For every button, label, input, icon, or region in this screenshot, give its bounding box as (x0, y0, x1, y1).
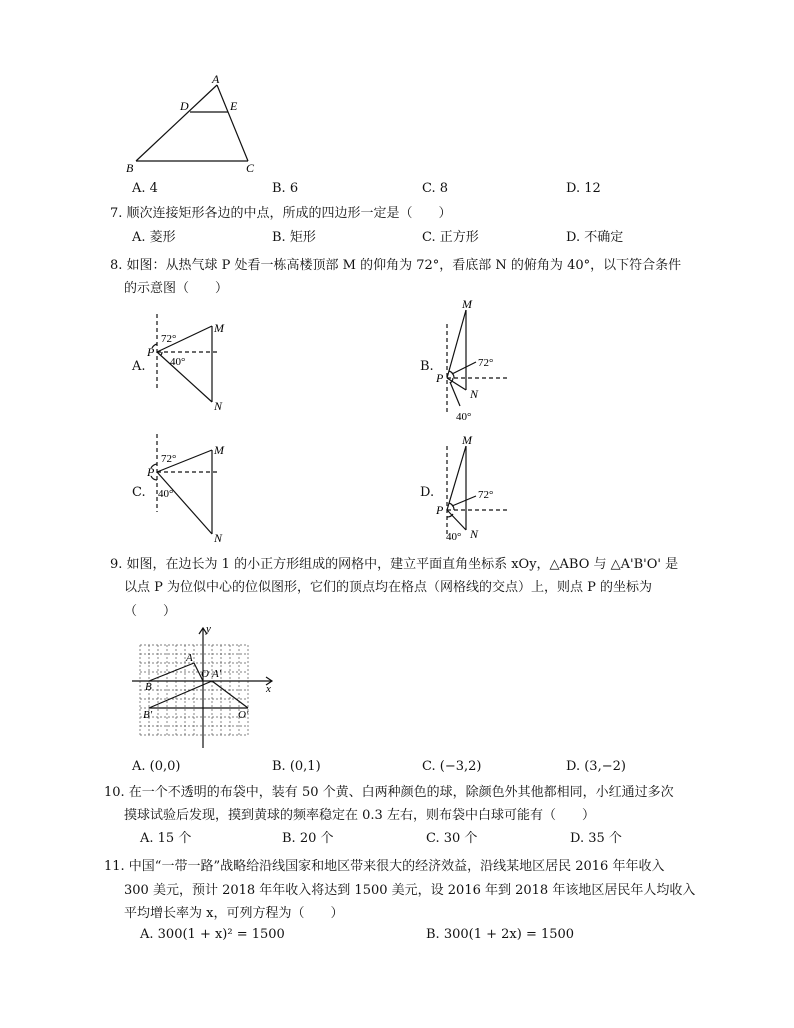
q10-option-a: A. 15 个 (140, 831, 192, 846)
svg-text:A: A (186, 652, 193, 664)
q6-label-b: B (126, 161, 134, 175)
q8-option-c-letter: C. (132, 485, 146, 500)
svg-text:N: N (470, 527, 479, 541)
svg-text:72°: 72° (161, 333, 177, 345)
q9-stem-line2: 以点 P 为位似中心的位似图形，它们的顶点均在格点（网格线的交点）上，则点 P 的坐标为 (124, 580, 653, 595)
q8-option-b-letter: B. (420, 359, 434, 374)
svg-text:40°: 40° (446, 531, 462, 543)
q8-figure-c (140, 432, 240, 544)
q9-stem-line3: （ ） (124, 604, 177, 619)
q11-stem-line2: 300 美元，预计 2018 年年收入将达到 1500 美元，设 2016 年到 2018 年该地区居民年人均收入 (124, 883, 696, 898)
q11-stem-line1: 11. 中国“一带一路”战略给沿线国家和地区带来很大的经济效益，沿线某地区居民 2016 年年收入 (104, 859, 665, 874)
svg-text:40°: 40° (158, 488, 174, 500)
svg-text:72°: 72° (161, 453, 177, 465)
svg-text:M: M (462, 297, 472, 311)
svg-text:40°: 40° (170, 356, 186, 368)
svg-text:B: B (145, 681, 152, 693)
q6-side-ac (217, 85, 248, 161)
q10-stem-line1: 10. 在一个不透明的布袋中，装有 50 个黄、白两种颜色的球，除颜色外其他都相同，小红通过多次 (104, 785, 674, 800)
svg-text:x: x (266, 683, 271, 695)
q7-stem: 7. 顺次连接矩形各边的中点，所成的四边形一定是（ ） (110, 206, 452, 221)
q8-option-d-letter: D. (420, 485, 435, 500)
q6-option-d: D. 12 (566, 181, 601, 196)
q6-option-c: C. 8 (422, 181, 449, 196)
q6-label-e: E (230, 99, 238, 113)
q9-option-a: A. (0,0) (132, 759, 181, 774)
q8-figure-a (140, 312, 240, 414)
svg-text:O: O (201, 668, 209, 680)
q7-option-a: A. 菱形 (132, 230, 176, 245)
svg-text:y: y (206, 623, 211, 635)
q11-stem-line3: 平均增长率为 x，可列方程为（ ） (124, 906, 344, 921)
q6-figure (120, 72, 270, 178)
q9-grid-figure (130, 620, 280, 750)
q9-option-c: C. (−3,2) (422, 759, 482, 774)
q8-figure-d (430, 432, 520, 544)
q6-label-a: A (212, 72, 220, 86)
q6-option-a: A. 4 (132, 181, 158, 196)
svg-text:P: P (147, 465, 155, 479)
svg-text:A': A' (212, 668, 222, 680)
svg-text:40°: 40° (456, 411, 472, 423)
q7-option-b: B. 矩形 (272, 230, 316, 245)
q7-option-d: D. 不确定 (566, 230, 624, 245)
svg-text:P: P (147, 345, 155, 359)
svg-text:B': B' (143, 709, 153, 721)
svg-text:P: P (436, 371, 444, 385)
q8-stem-line1: 8. 如图：从热气球 P 处看一栋高楼顶部 M 的仰角为 72°，看底部 N 的俯角为 40°，以下符合条件 (110, 258, 682, 273)
q6-side-ab (136, 85, 217, 161)
q8-stem-line2: 的示意图（ ） (124, 281, 229, 296)
q11-option-b: B. 300(1 + 2x) = 1500 (426, 927, 575, 942)
q6-option-b: B. 6 (272, 181, 299, 196)
q11-option-a: A. 300(1 + x)² = 1500 (140, 927, 285, 942)
q9-option-b: B. (0,1) (272, 759, 321, 774)
q9-stem-line1: 9. 如图，在边长为 1 的小正方形组成的网格中，建立平面直角坐标系 xOy，△ABO 与 △A'B'O' 是 (110, 557, 679, 572)
svg-text:N: N (470, 387, 479, 401)
q10-stem-line2: 摸球试验后发现，摸到黄球的频率稳定在 0.3 左右，则布袋中白球可能有（ ） (124, 808, 595, 823)
svg-text:P: P (436, 503, 444, 517)
q7-option-c: C. 正方形 (422, 230, 479, 245)
q8-option-a-letter: A. (132, 359, 146, 374)
svg-text:72°: 72° (478, 357, 494, 369)
q6-label-d: D (180, 99, 189, 113)
svg-text:M: M (214, 443, 224, 457)
svg-text:M: M (462, 433, 472, 447)
svg-text:M: M (214, 321, 224, 335)
svg-text:N: N (214, 399, 223, 413)
svg-text:O': O' (238, 709, 249, 721)
q6-label-c: C (246, 161, 255, 175)
q9-option-d: D. (3,−2) (566, 759, 626, 774)
q10-option-b: B. 20 个 (282, 831, 334, 846)
q10-option-d: D. 35 个 (570, 831, 622, 846)
q8-figure-b (430, 296, 520, 428)
q10-option-c: C. 30 个 (426, 831, 478, 846)
svg-text:N: N (214, 531, 223, 544)
svg-text:72°: 72° (478, 489, 494, 501)
